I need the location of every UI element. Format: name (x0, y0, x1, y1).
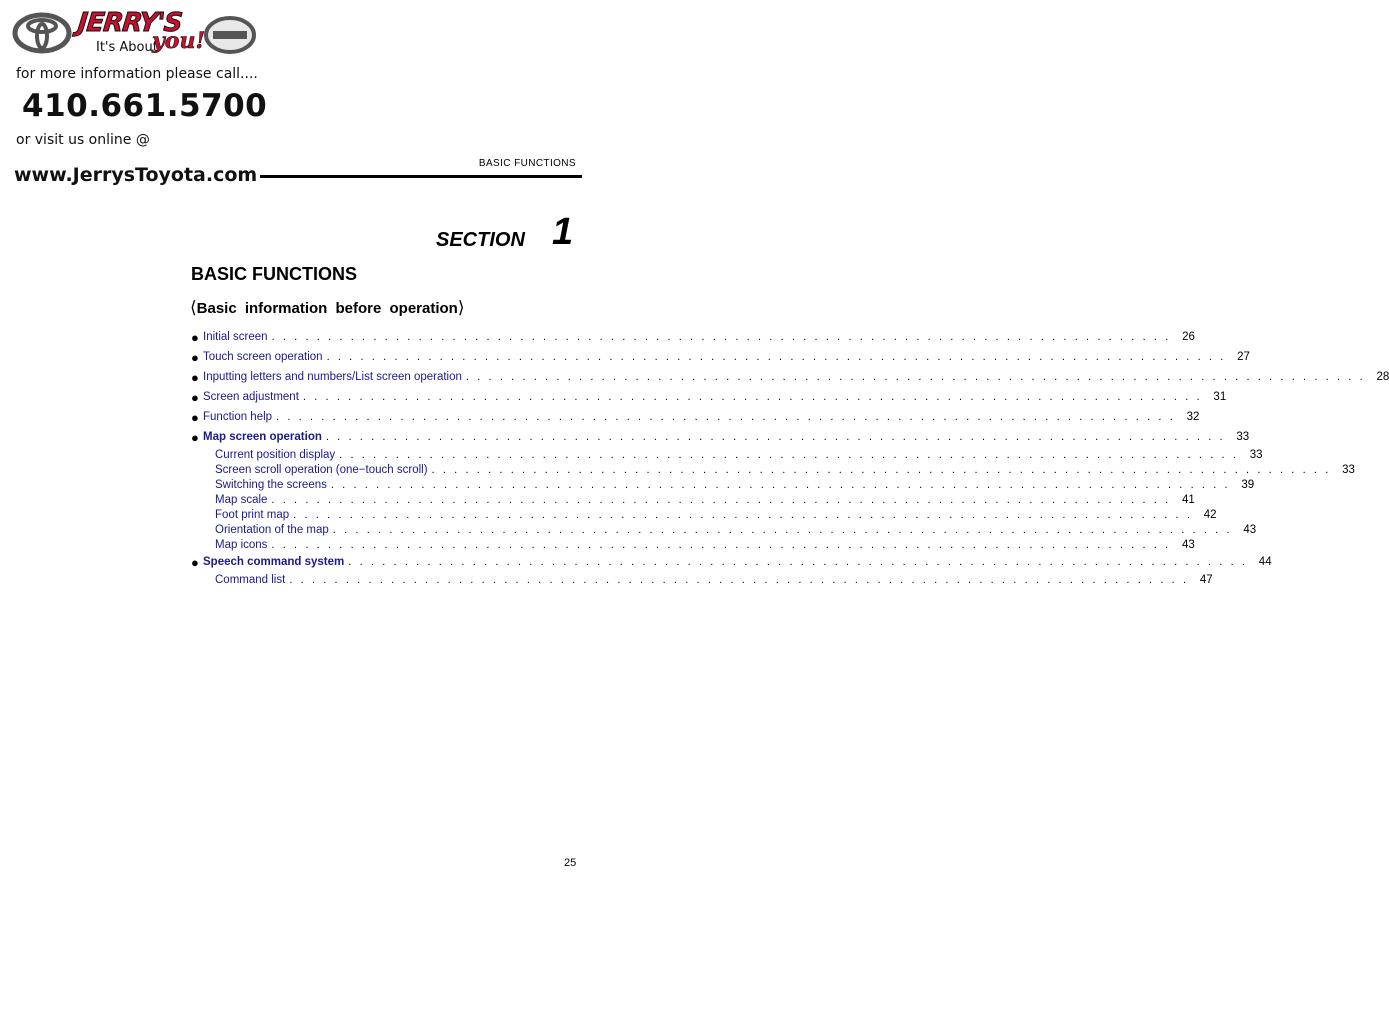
banner-url[interactable]: www.JerrysToyota.com (14, 164, 258, 186)
toc-entry[interactable] (191, 537, 1195, 552)
toc-leader-dots: . . . . . . . . . . . . . . . . . . . . . . . . . . . . . . . . . . . . . . . . . . . . . . . . . . . . . . . . . . . . . . . . . . . . . . . . . . . . . . . . (465, 371, 1366, 383)
toc-leader-dots: . . . . . . . . . . . . . . . . . . . . . . . . . . . . . . . . . . . . . . . . . . . . . . . . . . . . . . . . . . . . . . . . . . . . . . . . . . . . . . . . (332, 523, 1233, 536)
toc-entry-label[interactable]: Function help (203, 411, 273, 423)
toc-entry[interactable] (191, 447, 1263, 462)
toc-entry-label[interactable]: Orientation of the map (215, 523, 329, 536)
brand-tagline: It's About (96, 40, 158, 55)
banner-visit-text: or visit us online @ (16, 132, 150, 148)
bullet-icon: ● (191, 349, 199, 365)
toc-leader-dots: . . . . . . . . . . . . . . . . . . . . . . . . . . . . . . . . . . . . . . . . . . . . . . . . . . . . . . . . . . . . . . . . . . . . . . . . . . . . . . . . (271, 331, 1171, 343)
table-of-contents (191, 327, 1389, 587)
dealer-banner (8, 4, 268, 202)
toc-entry[interactable] (191, 522, 1257, 537)
scion-logo-icon (204, 16, 256, 54)
subtitle (190, 298, 464, 318)
toc-entry-label[interactable]: Current position display (215, 448, 336, 461)
toc-entry-label[interactable]: Map icons (215, 538, 268, 551)
toc-entry-page: 27 (1237, 351, 1250, 363)
brand-tagline-accent: you! (152, 28, 206, 54)
subtitle-close-bracket: ⟩ (457, 298, 465, 317)
toc-entry[interactable] (191, 327, 1195, 347)
toc-entry-label[interactable]: Command list (215, 573, 286, 586)
section-number: 1 (552, 211, 574, 253)
toc-entry-page: 41 (1181, 493, 1195, 506)
brand-name: JERRY'S (76, 8, 184, 38)
toc-leader-dots: . . . . . . . . . . . . . . . . . . . . . . . . . . . . . . . . . . . . . . . . . . . . . . . . . . . . . . . . . . . . . . . . . . . . . . . . . . . . . . . . (302, 391, 1203, 403)
toc-entry[interactable] (191, 347, 1250, 367)
toc-entry[interactable] (191, 387, 1227, 407)
toc-entry-page: 43 (1181, 538, 1195, 551)
bullet-icon: ● (191, 429, 199, 445)
toc-entry-page: 33 (1249, 448, 1263, 461)
toc-entry-page: 28 (1376, 371, 1389, 383)
toc-entry-page: 47 (1199, 573, 1213, 586)
toc-entry-label[interactable]: Foot print map (215, 508, 290, 521)
toc-leader-dots: . . . . . . . . . . . . . . . . . . . . . . . . . . . . . . . . . . . . . . . . . . . . . . . . . . . . . . . . . . . . . . . . . . . . . . . . . . . . . . . . (326, 351, 1226, 363)
toc-entry-label[interactable]: Screen scroll operation (one−touch scroll) (215, 463, 428, 476)
toc-entry-page: 33 (1342, 463, 1355, 476)
toc-entry-page: 31 (1213, 391, 1227, 403)
toc-entry[interactable] (191, 572, 1213, 587)
toc-entry[interactable] (191, 477, 1255, 492)
toc-entry-label[interactable]: Map scale (215, 493, 268, 506)
header-rule (260, 175, 582, 178)
toc-leader-dots: . . . . . . . . . . . . . . . . . . . . . . . . . . . . . . . . . . . . . . . . . . . . . . . . . . . . . . . . . . . . . . . . . . . . . . . . . . . . . . . . (339, 448, 1239, 461)
toc-entry-label[interactable]: Inputting letters and numbers/List screen operation (203, 371, 462, 383)
toc-entry[interactable] (191, 552, 1272, 572)
toc-leader-dots: . . . . . . . . . . . . . . . . . . . . . . . . . . . . . . . . . . . . . . . . . . . . . . . . . . . . . . . . . . . . . . . . . . . . . . . . . . . . . . . . (276, 411, 1176, 423)
bullet-icon: ● (191, 369, 199, 385)
toc-entry[interactable] (191, 367, 1389, 387)
page-title: BASIC FUNCTIONS (191, 264, 357, 284)
bullet-icon: ● (191, 329, 199, 345)
toc-entry-label[interactable]: Switching the screens (215, 478, 327, 491)
banner-call-text: for more information please call.... (16, 66, 258, 82)
toc-entry-label[interactable]: Screen adjustment (203, 391, 299, 403)
toc-entry-page: 44 (1258, 556, 1272, 568)
toc-leader-dots: . . . . . . . . . . . . . . . . . . . . . . . . . . . . . . . . . . . . . . . . . . . . . . . . . . . . . . . . . . . . . . . . . . . . . . . . . . . . . . . . (330, 478, 1231, 491)
toc-entry-label[interactable]: Touch screen operation (203, 351, 323, 363)
subtitle-text: Basic information before operation (196, 300, 458, 317)
bullet-icon: ● (191, 389, 199, 405)
toc-leader-dots: . . . . . . . . . . . . . . . . . . . . . . . . . . . . . . . . . . . . . . . . . . . . . . . . . . . . . . . . . . . . . . . . . . . . . . . . . . . . . . . . (348, 556, 1248, 568)
subtitle-open-bracket: ⟨ (190, 298, 197, 317)
toc-entry[interactable] (191, 427, 1250, 447)
toc-leader-dots: . . . . . . . . . . . . . . . . . . . . . . . . . . . . . . . . . . . . . . . . . . . . . . . . . . . . . . . . . . . . . . . . . . . . . . . . . . . . . . . . (325, 431, 1226, 443)
toc-entry[interactable] (191, 507, 1217, 522)
toc-entry[interactable] (191, 492, 1195, 507)
toc-leader-dots: . . . . . . . . . . . . . . . . . . . . . . . . . . . . . . . . . . . . . . . . . . . . . . . . . . . . . . . . . . . . . . . . . . . . . . . . . . . . . . . . (289, 573, 1189, 586)
banner-phone[interactable]: 410.661.5700 (22, 88, 268, 124)
toc-entry-page: 43 (1243, 523, 1257, 536)
toc-entry-label[interactable]: Speech command system (203, 556, 345, 568)
toc-entry-label[interactable]: Map screen operation (203, 431, 322, 443)
toc-entry-page: 26 (1182, 331, 1195, 343)
toc-leader-dots: . . . . . . . . . . . . . . . . . . . . . . . . . . . . . . . . . . . . . . . . . . . . . . . . . . . . . . . . . . . . . . . . . . . . . . . . . . . . . . . . (271, 493, 1171, 506)
toc-leader-dots: . . . . . . . . . . . . . . . . . . . . . . . . . . . . . . . . . . . . . . . . . . . . . . . . . . . . . . . . . . . . . . . . . . . . . . . . . . . . . . . . (293, 508, 1193, 521)
toc-entry[interactable] (191, 462, 1355, 477)
toc-leader-dots: . . . . . . . . . . . . . . . . . . . . . . . . . . . . . . . . . . . . . . . . . . . . . . . . . . . . . . . . . . . . . . . . . . . . . . . . . . . . . . . . (271, 538, 1171, 551)
toyota-logo-icon (12, 12, 72, 54)
section-label: SECTION (436, 229, 525, 251)
toc-entry-page: 42 (1203, 508, 1217, 521)
toc-leader-dots: . . . . . . . . . . . . . . . . . . . . . . . . . . . . . . . . . . . . . . . . . . . . . . . . . . . . . . . . . . . . . . . . . . . . . . . . . . . . . . . . (431, 463, 1331, 476)
bullet-icon: ● (191, 554, 199, 570)
toc-entry-page: 33 (1236, 431, 1250, 443)
toc-entry[interactable] (191, 407, 1200, 427)
toc-entry-page: 39 (1241, 478, 1255, 491)
running-header: BASIC FUNCTIONS (478, 158, 576, 169)
toc-entry-label[interactable]: Initial screen (203, 331, 268, 343)
page-number: 25 (564, 857, 577, 869)
bullet-icon: ● (191, 409, 199, 425)
toc-entry-page: 32 (1186, 411, 1200, 423)
